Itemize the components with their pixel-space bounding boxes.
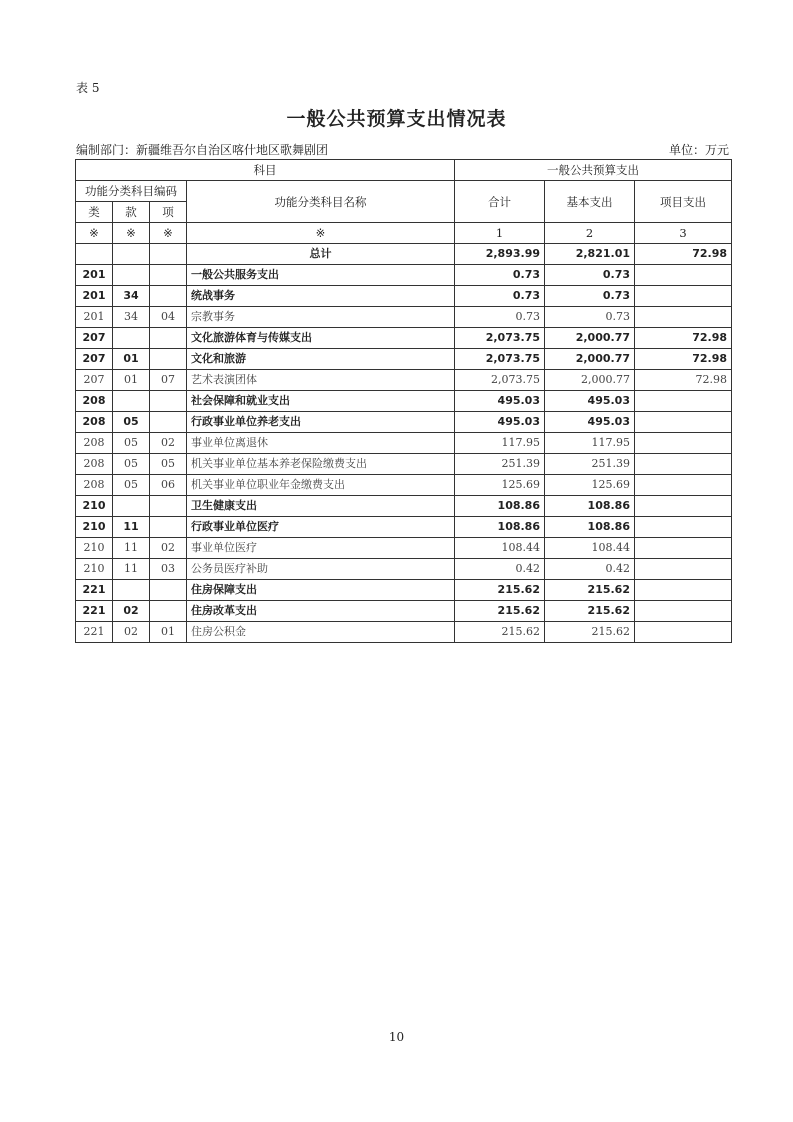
lei-cell: 201 <box>76 265 113 286</box>
project-cell <box>635 496 732 517</box>
table-row <box>76 538 732 559</box>
total-cell: 0.73 <box>455 265 545 286</box>
table-row <box>76 454 732 475</box>
kuan-cell: 01 <box>113 349 150 370</box>
table-row <box>76 433 732 454</box>
lei-cell: 210 <box>76 559 113 580</box>
basic-cell: 108.44 <box>545 538 635 559</box>
lei-cell: 201 <box>76 286 113 307</box>
xiang-cell: 03 <box>150 559 187 580</box>
kuan-cell: 34 <box>113 286 150 307</box>
kuan-cell: 34 <box>113 307 150 328</box>
lei-cell: 208 <box>76 475 113 496</box>
total-cell: 215.62 <box>455 580 545 601</box>
xiang-cell <box>150 265 187 286</box>
subject-name-cell: 行政事业单位医疗 <box>187 517 455 538</box>
kuan-header: 款 <box>113 202 150 223</box>
lei-header: 类 <box>76 202 113 223</box>
basic-cell: 117.95 <box>545 433 635 454</box>
basic-cell: 495.03 <box>545 412 635 433</box>
table-row <box>76 622 732 643</box>
xiang-cell: 02 <box>150 538 187 559</box>
total-cell: 0.73 <box>455 286 545 307</box>
project-cell <box>635 265 732 286</box>
basic-cell: 2,000.77 <box>545 349 635 370</box>
xiang-cell: 05 <box>150 454 187 475</box>
subject-name-cell: 行政事业单位养老支出 <box>187 412 455 433</box>
basic-cell: 215.62 <box>545 601 635 622</box>
basic-cell: 2,000.77 <box>545 370 635 391</box>
subject-name-cell: 住房保障支出 <box>187 580 455 601</box>
mark-cell: ※ <box>113 223 150 244</box>
lei-cell: 208 <box>76 433 113 454</box>
kuan-cell: 02 <box>113 622 150 643</box>
total-cell: 0.73 <box>455 307 545 328</box>
basic-cell: 0.73 <box>545 286 635 307</box>
lei-cell: 208 <box>76 391 113 412</box>
mark-cell: ※ <box>150 223 187 244</box>
project-cell <box>635 538 732 559</box>
xiang-cell <box>150 580 187 601</box>
table-row <box>76 265 732 286</box>
subject-name-cell: 住房公积金 <box>187 622 455 643</box>
total-cell: 108.86 <box>455 517 545 538</box>
total-cell: 495.03 <box>455 391 545 412</box>
grand-total-project: 72.98 <box>635 244 732 265</box>
lei-cell: 210 <box>76 538 113 559</box>
lei-cell: 208 <box>76 412 113 433</box>
xiang-cell <box>150 496 187 517</box>
subject-name-cell: 艺术表演团体 <box>187 370 455 391</box>
kuan-cell: 05 <box>113 433 150 454</box>
xiang-cell: 07 <box>150 370 187 391</box>
basic-cell: 495.03 <box>545 391 635 412</box>
kuan-cell: 05 <box>113 475 150 496</box>
subject-name-cell: 宗教事务 <box>187 307 455 328</box>
xiang-cell <box>150 349 187 370</box>
project-cell <box>635 580 732 601</box>
col-index-1: 1 <box>455 223 545 244</box>
xiang-cell <box>150 286 187 307</box>
kuan-cell <box>113 265 150 286</box>
project-cell <box>635 475 732 496</box>
col-index-3: 3 <box>635 223 732 244</box>
lei-cell: 221 <box>76 580 113 601</box>
subject-name-cell: 一般公共服务支出 <box>187 265 455 286</box>
total-cell: 125.69 <box>455 475 545 496</box>
table-row <box>76 601 732 622</box>
total-cell: 495.03 <box>455 412 545 433</box>
basic-cell: 0.42 <box>545 559 635 580</box>
basic-cell: 215.62 <box>545 622 635 643</box>
table-row <box>76 391 732 412</box>
grand-total-label: 总计 <box>187 244 455 265</box>
basic-cell: 0.73 <box>545 307 635 328</box>
total-cell: 108.44 <box>455 538 545 559</box>
basic-cell: 251.39 <box>545 454 635 475</box>
total-cell: 0.42 <box>455 559 545 580</box>
mark-cell: ※ <box>187 223 455 244</box>
table-row <box>76 286 732 307</box>
kuan-cell: 05 <box>113 412 150 433</box>
code-group-header: 功能分类科目编码 <box>76 181 187 202</box>
project-cell <box>635 454 732 475</box>
project-cell: 72.98 <box>635 349 732 370</box>
project-cell <box>635 307 732 328</box>
kuan-cell: 11 <box>113 538 150 559</box>
basic-cell: 0.73 <box>545 265 635 286</box>
subject-name-cell: 事业单位离退休 <box>187 433 455 454</box>
subject-name-cell: 事业单位医疗 <box>187 538 455 559</box>
total-cell: 251.39 <box>455 454 545 475</box>
subject-name-cell: 统战事务 <box>187 286 455 307</box>
xiang-cell <box>150 517 187 538</box>
page-title: 一般公共预算支出情况表 <box>286 108 507 130</box>
project-header: 项目支出 <box>635 181 732 223</box>
basic-cell: 215.62 <box>545 580 635 601</box>
subject-header: 科目 <box>76 160 455 181</box>
unit-label: 单位：万元 <box>668 143 729 157</box>
grand-total-basic: 2,821.01 <box>545 244 635 265</box>
total-cell: 117.95 <box>455 433 545 454</box>
xiang-cell: 02 <box>150 433 187 454</box>
project-cell <box>635 391 732 412</box>
table-row <box>76 580 732 601</box>
xiang-cell: 04 <box>150 307 187 328</box>
xiang-cell <box>150 328 187 349</box>
kuan-cell: 11 <box>113 517 150 538</box>
basic-header: 基本支出 <box>545 181 635 223</box>
xiang-cell <box>150 412 187 433</box>
department-label: 编制部门：新疆维吾尔自治区喀什地区歌舞剧团 <box>76 143 329 157</box>
basic-cell: 2,000.77 <box>545 328 635 349</box>
xiang-cell: 01 <box>150 622 187 643</box>
lei-cell: 221 <box>76 601 113 622</box>
xiang-cell <box>150 391 187 412</box>
table-row <box>76 475 732 496</box>
subject-name-cell: 机关事业单位基本养老保险缴费支出 <box>187 454 455 475</box>
kuan-cell <box>113 391 150 412</box>
kuan-cell <box>113 580 150 601</box>
lei-cell: 208 <box>76 454 113 475</box>
page-number: 10 <box>388 1030 405 1044</box>
lei-cell: 207 <box>76 349 113 370</box>
subject-name-cell: 卫生健康支出 <box>187 496 455 517</box>
table-row <box>76 496 732 517</box>
mark-cell: ※ <box>76 223 113 244</box>
xiang-cell: 06 <box>150 475 187 496</box>
header-row-2 <box>76 181 732 202</box>
header-row-1 <box>76 160 732 181</box>
grand-total-row <box>76 244 732 265</box>
lei-cell: 201 <box>76 307 113 328</box>
total-header: 合计 <box>455 181 545 223</box>
project-cell <box>635 559 732 580</box>
kuan-cell: 01 <box>113 370 150 391</box>
total-cell: 215.62 <box>455 622 545 643</box>
project-cell <box>635 412 732 433</box>
table-number: 表 5 <box>76 81 100 95</box>
kuan-cell <box>113 496 150 517</box>
table-row <box>76 559 732 580</box>
project-cell: 72.98 <box>635 328 732 349</box>
table-row <box>76 349 732 370</box>
name-header: 功能分类科目名称 <box>187 181 455 223</box>
index-row <box>76 223 732 244</box>
grand-total-total: 2,893.99 <box>455 244 545 265</box>
lei-cell: 207 <box>76 328 113 349</box>
basic-cell: 108.86 <box>545 517 635 538</box>
subject-name-cell: 社会保障和就业支出 <box>187 391 455 412</box>
total-cell: 215.62 <box>455 601 545 622</box>
table-row <box>76 517 732 538</box>
project-cell: 72.98 <box>635 370 732 391</box>
col-index-2: 2 <box>545 223 635 244</box>
basic-cell: 108.86 <box>545 496 635 517</box>
subject-name-cell: 机关事业单位职业年金缴费支出 <box>187 475 455 496</box>
subject-name-cell: 文化旅游体育与传媒支出 <box>187 328 455 349</box>
lei-cell: 221 <box>76 622 113 643</box>
lei-cell: 210 <box>76 517 113 538</box>
project-cell <box>635 622 732 643</box>
lei-cell: 207 <box>76 370 113 391</box>
total-cell: 108.86 <box>455 496 545 517</box>
total-cell: 2,073.75 <box>455 328 545 349</box>
kuan-cell: 02 <box>113 601 150 622</box>
xiang-header: 项 <box>150 202 187 223</box>
table-row <box>76 412 732 433</box>
budget-group-header: 一般公共预算支出 <box>455 160 732 181</box>
basic-cell: 125.69 <box>545 475 635 496</box>
xiang-cell <box>150 601 187 622</box>
project-cell <box>635 433 732 454</box>
budget-table <box>75 159 732 643</box>
table-row <box>76 370 732 391</box>
subject-name-cell: 住房改革支出 <box>187 601 455 622</box>
subject-name-cell: 文化和旅游 <box>187 349 455 370</box>
kuan-cell: 11 <box>113 559 150 580</box>
total-cell: 2,073.75 <box>455 370 545 391</box>
table-row <box>76 307 732 328</box>
lei-cell: 210 <box>76 496 113 517</box>
kuan-cell: 05 <box>113 454 150 475</box>
table-row <box>76 328 732 349</box>
project-cell <box>635 286 732 307</box>
kuan-cell <box>113 328 150 349</box>
project-cell <box>635 601 732 622</box>
total-cell: 2,073.75 <box>455 349 545 370</box>
subject-name-cell: 公务员医疗补助 <box>187 559 455 580</box>
project-cell <box>635 517 732 538</box>
